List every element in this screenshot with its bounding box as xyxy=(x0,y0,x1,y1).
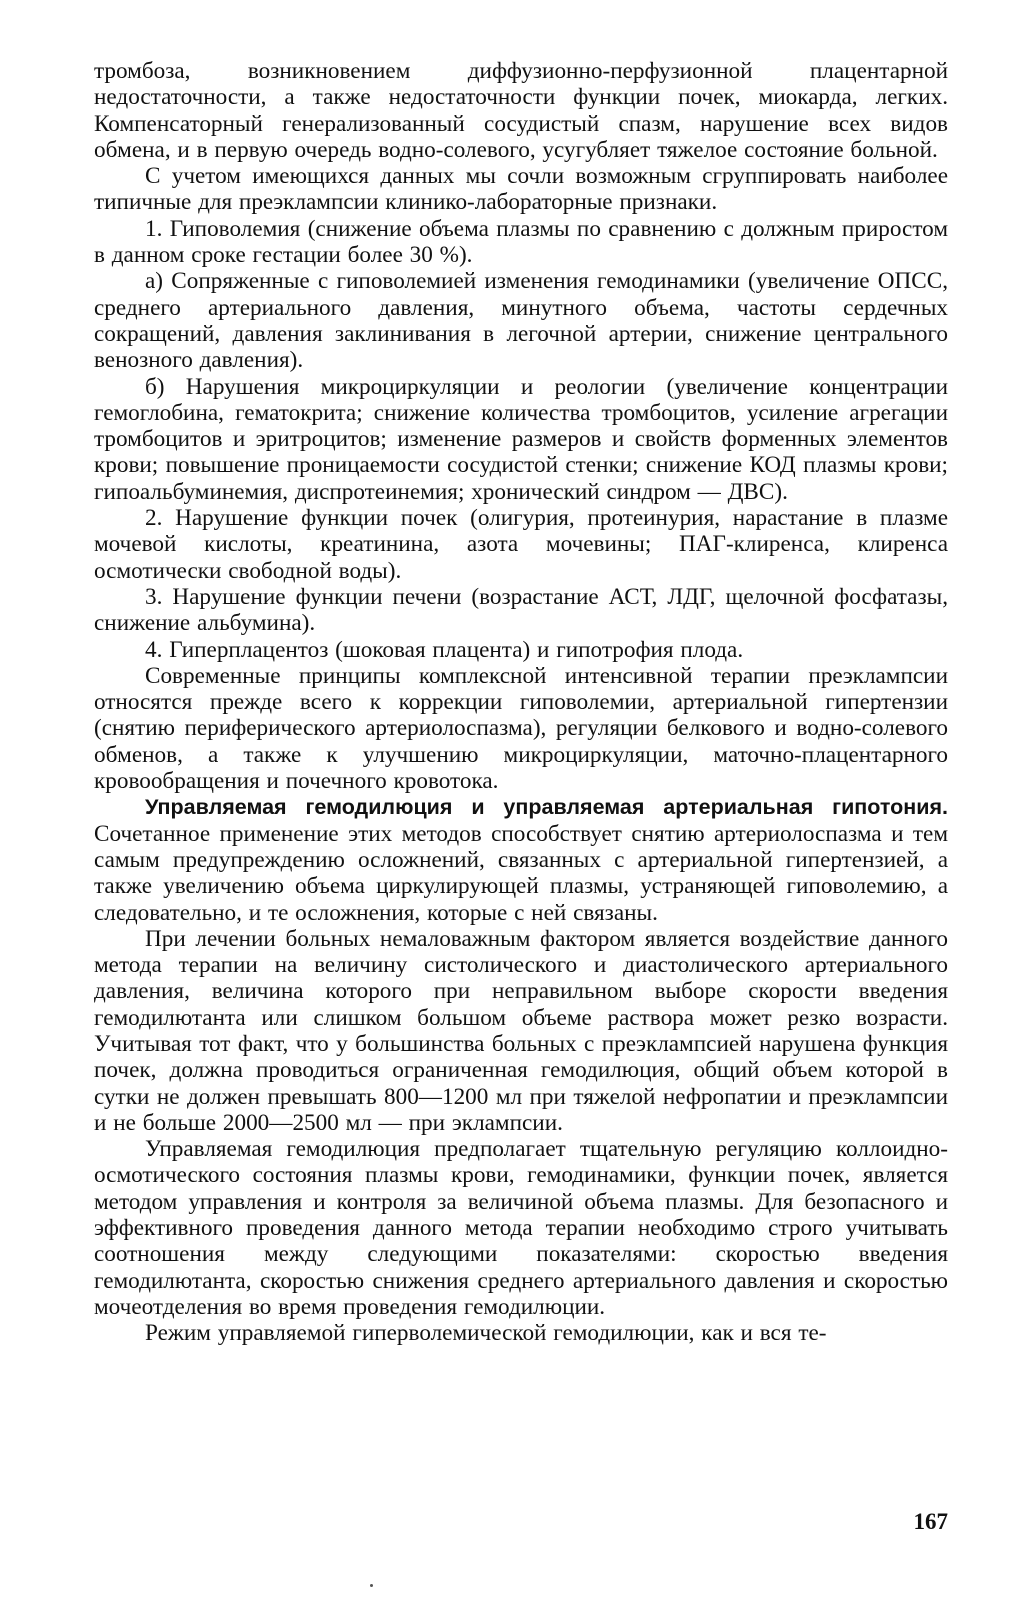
list-item-1b: б) Нарушения микроциркуляции и реологии (увеличение концентрации гемоглобина, гематокрита; снижение количества тромбоцитов, усиление агрегации тромбоцитов и эритроцитов; изменение размеров и свойств форменных элементов крови; повышение проницаемости сосудистой стенки; снижение КОД плазмы крови; гипоальбуминемия, диспротеинемия; хронический синдром — ДВС). xyxy=(94,373,948,505)
paragraph-principles: Современные принципы комплексной интенсивной терапии преэклампсии относятся прежде всего к коррекции гиповолемии, артериальной гипертензии (снятию периферического артериолоспазма), регуляции белкового и водно-солевого обменов, а также к улучшению микроциркуляции, маточно-плацентарного кровообращения и почечного кровотока. xyxy=(94,662,948,795)
page-number: 167 xyxy=(913,1509,948,1534)
paragraph-2: С учетом имеющихся данных мы сочли возможным сгруппировать наиболее типичные для преэклампсии клинико-лабораторные признаки. xyxy=(94,163,948,216)
section-paragraph xyxy=(94,794,948,925)
list-item-3: 3. Нарушение функции печени (возрастание АСТ, ЛДГ, щелочной фосфатазы, снижение альбумина). xyxy=(94,583,948,637)
list-item-1a: а) Сопряженные с гиповолемией изменения гемодинамики (увеличение ОПСС, среднего артериального давления, минутного объема, частоты сердечных сокращений, давления заклинивания в легочной артерии, снижение центрального венозного давления). xyxy=(94,268,948,374)
list-item-1: 1. Гиповолемия (снижение объема плазмы по сравнению с должным приростом в данном сроке гестации более 30 %). xyxy=(94,215,948,269)
list-item-4: 4. Гиперплацентоз (шоковая плацента) и гипотрофия плода. xyxy=(145,636,744,663)
scan-speck xyxy=(370,1584,373,1587)
section-heading-continuation: Сочетанное применение этих методов способствует снятию артериолоспазма и тем самым предупреждению осложнений, связанных с артериальной гипертензией, а также увеличению объема циркулирующей плазмы, устраняющей гиповолемию, а следовательно, и те осложнения, которые с ней связаны. xyxy=(94,820,948,926)
paragraph-1: тромбоза, возникновением диффузионно-перфузионной плацентарной недостаточности, а также недостаточности функции почек, миокарда, легких. Компенсаторный генерализованный сосудистый спазм, нарушение всех видов обмена, и в первую очередь водно-солевого, усугубляет тяжелое состояние больной. xyxy=(94,58,948,163)
section-heading: Управляемая гемодилюция и управляемая артериальная гипотония. xyxy=(145,795,948,820)
paragraph-treatment: При лечении больных немаловажным фактором является воздействие данного метода терапии на величину систолического и диастолического артериального давления, величина которого при неправильном выборе скорости введения гемодилютанта или слишком большом объеме раствора может резко возрасти. Учитывая тот факт, что у большинства больных с преэклампсией нарушена функция почек, должна проводиться ограниченная гемодилюция, общий объем которой в сутки не должен превышать 800—1200 мл при тяжелой нефропатии и преэклампсии и не больше 2000—2500 мл — при эклампсии. xyxy=(94,925,948,1136)
list-item-2: 2. Нарушение функции почек (олигурия, протеинурия, нарастание в плазме мочевой кислоты, креатинина, азота мочевины; ПАГ-клиренса, клиренса осмотически свободной воды). xyxy=(94,505,948,584)
paragraph-regime: Режим управляемой гиперволемической гемодилюции, как и вся те- xyxy=(145,1320,827,1347)
paragraph-managed-hemodilution: Управляемая гемодилюция предполагает тщательную регуляцию коллоидно-осмотического состояния плазмы крови, гемодинамики, функции почек, является методом управления и контроля за величиной объема плазмы. Для безопасного и эффективного проведения данного метода терапии необходимо строго учитывать соотношения между следующими показателями: скоростью введения гемодилютанта, скоростью снижения среднего артериального давления и скоростью мочеотделения во время проведения гемодилюции. xyxy=(94,1136,948,1320)
